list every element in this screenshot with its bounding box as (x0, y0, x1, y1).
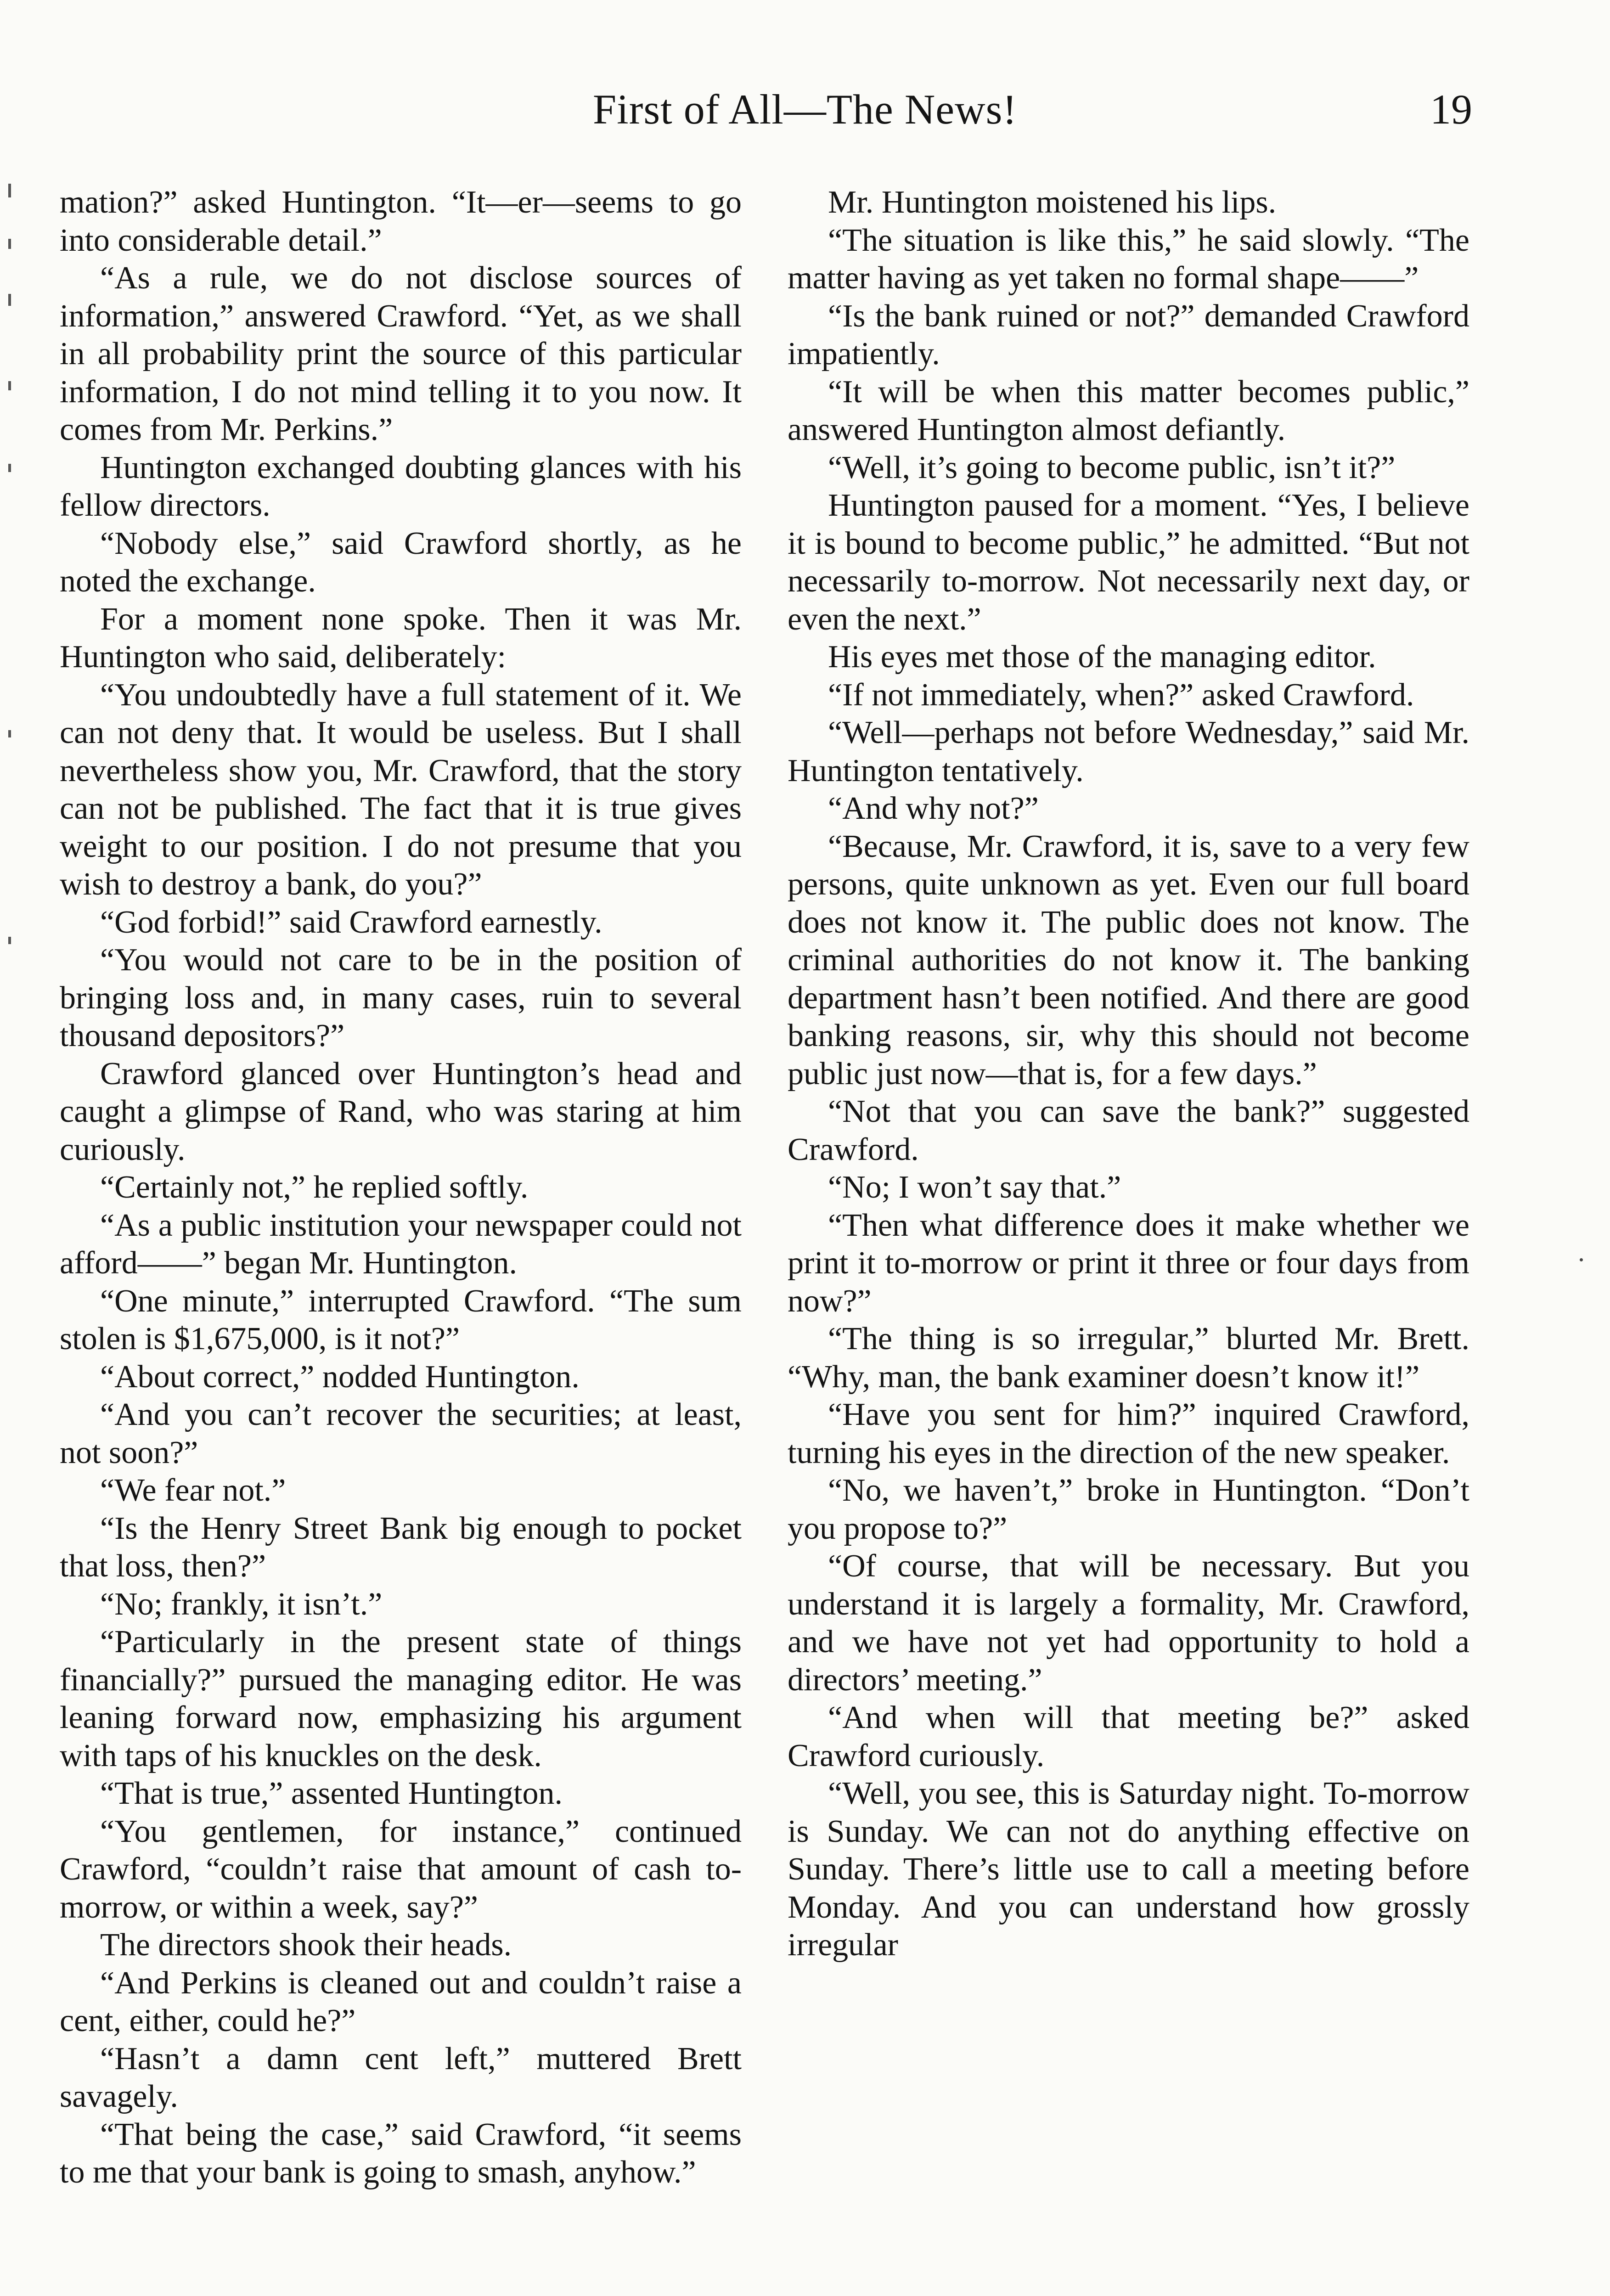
margin-mark (8, 730, 11, 737)
paragraph: “Then what difference does it make whether we print it to-morrow or print it three or four days from now?” (788, 1207, 1469, 1319)
paragraph: mation?” asked Huntington. “It—er—seems to go into considerable detail.” (60, 185, 742, 258)
paragraph: Crawford glanced over Huntington’s head and caught a glimpse of Rand, who was staring at him curiously. (60, 1056, 742, 1167)
paragraph: “Is the Henry Street Bank big enough to pocket that loss, then?” (60, 1510, 742, 1584)
paragraph: “You gentlemen, for instance,” continued Crawford, “couldn’t raise that amount of cash to-morrow, or within a week, say?” (60, 1813, 742, 1925)
paragraph: “Have you sent for him?” inquired Crawford, turning his eyes in the direction of the new speaker. (788, 1397, 1469, 1470)
paragraph: “No; frankly, it isn’t.” (100, 1586, 383, 1622)
paragraph: “God forbid!” said Crawford earnestly. (100, 904, 602, 940)
paragraph: “Is the bank ruined or not?” demanded Crawford impatiently. (788, 298, 1469, 371)
paragraph: “Because, Mr. Crawford, it is, save to a very few persons, quite unknown as yet. Even our full board does not know it. The public does not know. The criminal authorities do not know it. The banking department hasn’t been notified. And there are good banking reasons, sir, why this should not become public just now—that is, for a few days.” (788, 828, 1469, 1092)
paragraph: “You undoubtedly have a full statement of it. We can not deny that. It would be useless. But I shall nevertheless show you, Mr. Crawford, that the story can not be published. The fact that it is true gives weight to our position. I do not presume that you wish to destroy a bank, do you?” (60, 677, 742, 902)
paragraph: “And Perkins is cleaned out and couldn’t raise a cent, either, could he?” (60, 1965, 742, 2038)
paragraph: “Certainly not,” he replied softly. (100, 1170, 529, 1205)
margin-mark (8, 464, 11, 472)
paragraph: “About correct,” nodded Huntington. (100, 1359, 580, 1395)
paragraph: “As a public institution your newspaper could not afford——” began Mr. Huntington. (60, 1207, 742, 1281)
paragraph: “No; I won’t say that.” (828, 1170, 1121, 1205)
margin-mark (8, 184, 11, 197)
margin-dot (1580, 1258, 1583, 1261)
paragraph: “The thing is so irregular,” blurted Mr. Brett. “Why, man, the bank examiner doesn’t know it!” (788, 1321, 1469, 1395)
paragraph: “Well—perhaps not before Wednesday,” said Mr. Huntington tentatively. (788, 715, 1469, 788)
paragraph: “And when will that meeting be?” asked Crawford curiously. (788, 1700, 1469, 1773)
paragraph: “One minute,” interrupted Crawford. “The sum stolen is $1,675,000, is it not?” (60, 1283, 742, 1356)
paragraph: Huntington exchanged doubting glances with his fellow directors. (60, 450, 742, 523)
paragraph: “Not that you can save the bank?” suggested Crawford. (788, 1094, 1469, 1167)
paragraph: His eyes met those of the managing editor. (828, 639, 1376, 675)
paragraph: “The situation is like this,” he said slowly. “The matter having as yet taken no formal shape——” (788, 222, 1469, 296)
margin-mark (8, 239, 11, 249)
running-head: First of All—The News! (592, 86, 1018, 133)
paragraph: “Particularly in the present state of things financially?” pursued the managing editor. He was leaning forward now, emphasizing his argument with taps of his knuckles on the desk. (60, 1624, 742, 1773)
paragraph: “We fear not.” (100, 1473, 286, 1508)
paragraph: For a moment none spoke. Then it was Mr. Huntington who said, deliberately: (60, 601, 742, 675)
margin-mark (8, 937, 11, 944)
paragraph: “That being the case,” said Crawford, “it seems to me that your bank is going to smash, anyhow.” (60, 2116, 742, 2190)
page-number: 19 (1430, 86, 1472, 133)
paragraph: “No, we haven’t,” broke in Huntington. “Don’t you propose to?” (788, 1473, 1469, 1546)
margin-mark (8, 381, 11, 390)
paragraph: Huntington paused for a moment. “Yes, I believe it is bound to become public,” he admitted. “But not necessarily to-morrow. Not necessarily next day, or even the next.” (788, 488, 1469, 637)
paragraph: “As a rule, we do not disclose sources of information,” answered Crawford. “Yet, as we shall in all probability print the source of this particular information, I do not mind telling it to you now. It comes from Mr. Perkins.” (60, 260, 742, 447)
left-column (60, 184, 742, 2192)
paragraph: “Well, you see, this is Saturday night. To-morrow is Sunday. We can not do anything effective on Sunday. There’s little use to call a meeting before Monday. And you can understand how grossly irregular (788, 1776, 1469, 1963)
paragraph: “Of course, that will be necessary. But you understand it is largely a formality, Mr. Crawford, and we have not yet had opportunity to hold a directors’ meeting.” (788, 1548, 1469, 1698)
margin-mark (8, 294, 11, 306)
paragraph: “Nobody else,” said Crawford shortly, as he noted the exchange. (60, 525, 742, 599)
paragraph: “Well, it’s going to become public, isn’t it?” (828, 450, 1396, 485)
paragraph: The directors shook their heads. (100, 1927, 512, 1963)
right-column (788, 184, 1469, 1964)
paragraph: “You would not care to be in the position of bringing loss and, in many cases, ruin to several thousand depositors?” (60, 942, 742, 1053)
paragraph: Mr. Huntington moistened his lips. (828, 185, 1277, 220)
paragraph: “It will be when this matter becomes public,” answered Huntington almost defiantly. (788, 374, 1469, 447)
paragraph: “And you can’t recover the securities; at least, not soon?” (60, 1397, 742, 1470)
page-header (0, 85, 1610, 149)
paragraph: “That is true,” assented Huntington. (100, 1776, 563, 1811)
paragraph: “If not immediately, when?” asked Crawford. (828, 677, 1414, 713)
paragraph: “And why not?” (828, 791, 1039, 826)
paragraph: “Hasn’t a damn cent left,” muttered Brett savagely. (60, 2041, 742, 2114)
